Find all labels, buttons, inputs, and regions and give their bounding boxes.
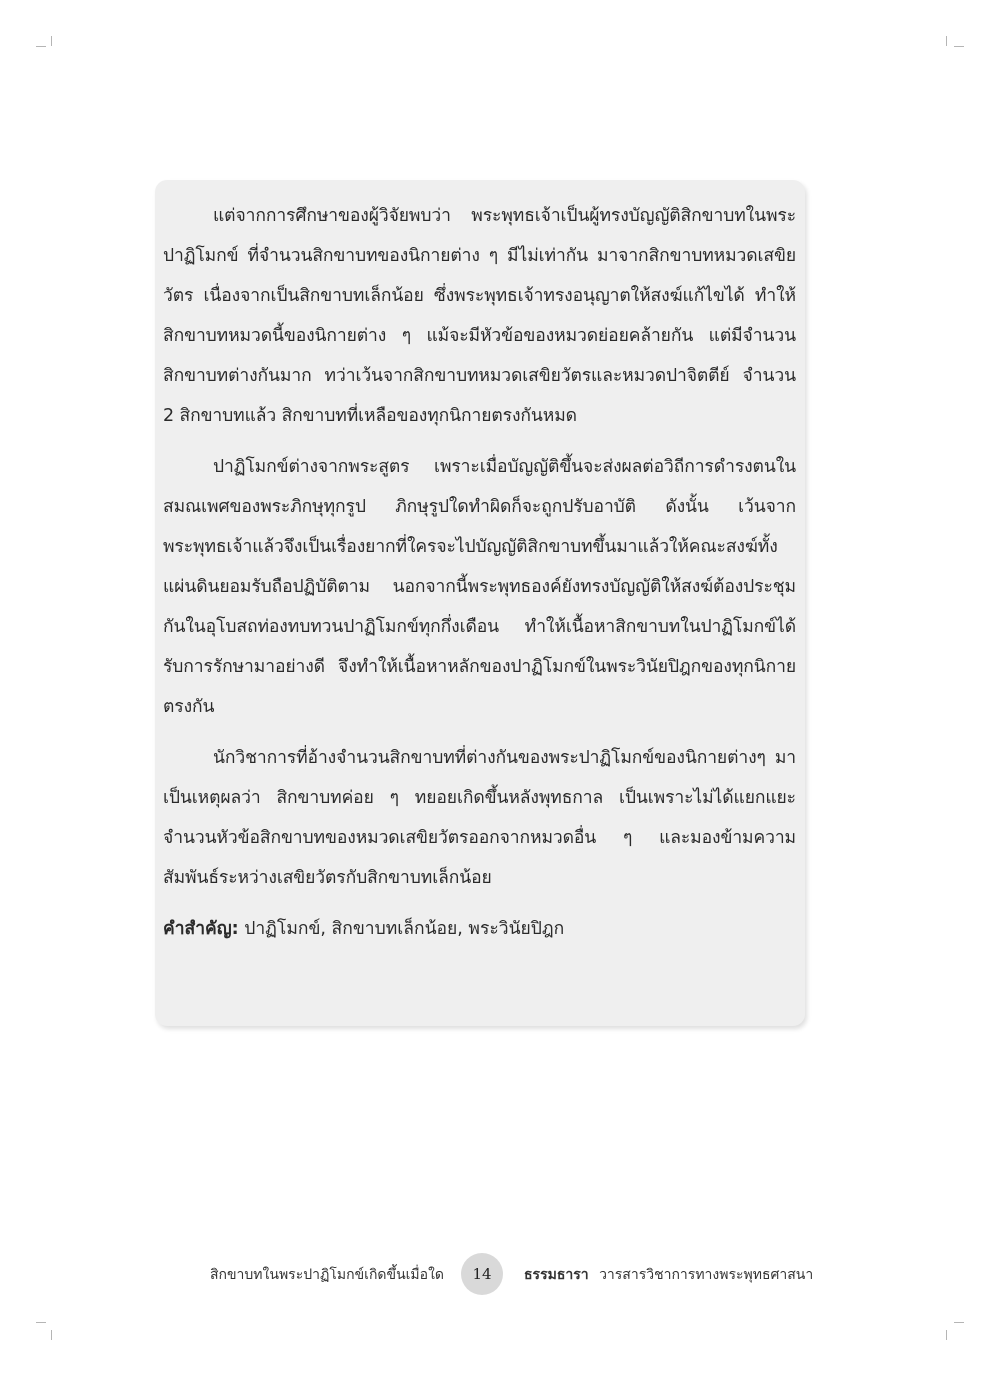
- journal-subtitle: วารสารวิชาการทางพระพุทธศาสนา: [599, 1267, 814, 1283]
- crop-mark: [51, 36, 52, 46]
- crop-mark: [36, 46, 46, 47]
- keywords-line: [163, 909, 796, 949]
- crop-mark: [954, 46, 964, 47]
- abstract-paragraph-2: ปาฏิโมกข์ต่างจากพระสูตร เพราะเมื่อบัญญัติขึ้นจะส่งผลต่อวิถีการดำรงตนในสมณเพศของพระภิกษุทุกรูป ภิกษุรูปใดทำผิดก็จะถูกปรับอาบัติ ดังนั้น เว้นจากพระพุทธเจ้าแล้วจึงเป็นเรื่องยากที่ใครจะไปบัญญัติสิกขาบทขึ้นมาแล้วให้คณะสงฆ์ทั้งแผ่นดินยอมรับถือปฏิบัติตาม นอกจากนี้พระพุทธองค์ยังทรงบัญญัติให้สงฆ์ต้องประชุมกันในอุโบสถท่องทบทวนปาฏิโมกข์ทุกกึ่งเดือน ทำให้เนื้อหาสิกขาบทในปาฏิโมกข์ได้รับการรักษามาอย่างดี จึงทำให้เนื้อหาหลักของปาฏิโมกข์ในพระวินัยปิฎกของทุกนิกายตรงกัน: [163, 457, 796, 717]
- crop-mark: [51, 1330, 52, 1340]
- keywords-list: ปาฏิโมกข์, สิกขาบทเล็กน้อย, พระวินัยปิฎก: [244, 919, 565, 939]
- crop-mark: [946, 36, 947, 46]
- abstract-box: [155, 180, 805, 1026]
- abstract-paragraph-1: แต่จากการศึกษาของผู้วิจัยพบว่า พระพุทธเจ้าเป็นผู้ทรงบัญญัติสิกขาบทในพระปาฏิโมกข์ ที่จำนวนสิกขาบทของนิกายต่าง ๆ มีไม่เท่ากัน มาจากสิกขาบทหมวดเสขิยวัตร เนื่องจากเป็นสิกขาบทเล็กน้อย ซึ่งพระพุทธเจ้าทรงอนุญาตให้สงฆ์แก้ไขได้ ทำให้สิกขาบทหมวดนี้ของนิกายต่าง ๆ แม้จะมีหัวข้อของหมวดย่อยคล้ายกัน แต่มีจำนวนสิกขาบทต่างกันมาก ทว่าเว้นจากสิกขาบทหมวดเสขิยวัตรและหมวดปาจิตตีย์ จำนวน 2 สิกขาบทแล้ว สิกขาบทที่เหลือของทุกนิกายตรงกันหมด: [163, 206, 796, 426]
- footer-journal: [524, 1264, 813, 1286]
- crop-mark: [36, 1322, 46, 1323]
- crop-mark: [946, 1330, 947, 1340]
- footer-article-title: สิกขาบทในพระปาฏิโมกข์เกิดขึ้นเมื่อใด: [209, 1267, 444, 1283]
- page-number: 14: [461, 1253, 503, 1295]
- journal-name: ธรรมธารา: [524, 1267, 589, 1283]
- abstract-paragraph-3: นักวิชาการที่อ้างจำนวนสิกขาบทที่ต่างกันของพระปาฏิโมกข์ของนิกายต่างๆ มาเป็นเหตุผลว่า สิกขาบทค่อย ๆ ทยอยเกิดขึ้นหลังพุทธกาล เป็นเพราะไม่ได้แยกแยะจำนวนหัวข้อสิกขาบทของหมวดเสขิยวัตรออกจากหมวดอื่น ๆ และมองข้ามความสัมพันธ์ระหว่างเสขิยวัตรกับสิกขาบทเล็กน้อย: [163, 748, 796, 888]
- keywords-label: คำสำคัญ:: [163, 919, 239, 939]
- crop-mark: [954, 1322, 964, 1323]
- page-footer: [0, 1253, 1000, 1295]
